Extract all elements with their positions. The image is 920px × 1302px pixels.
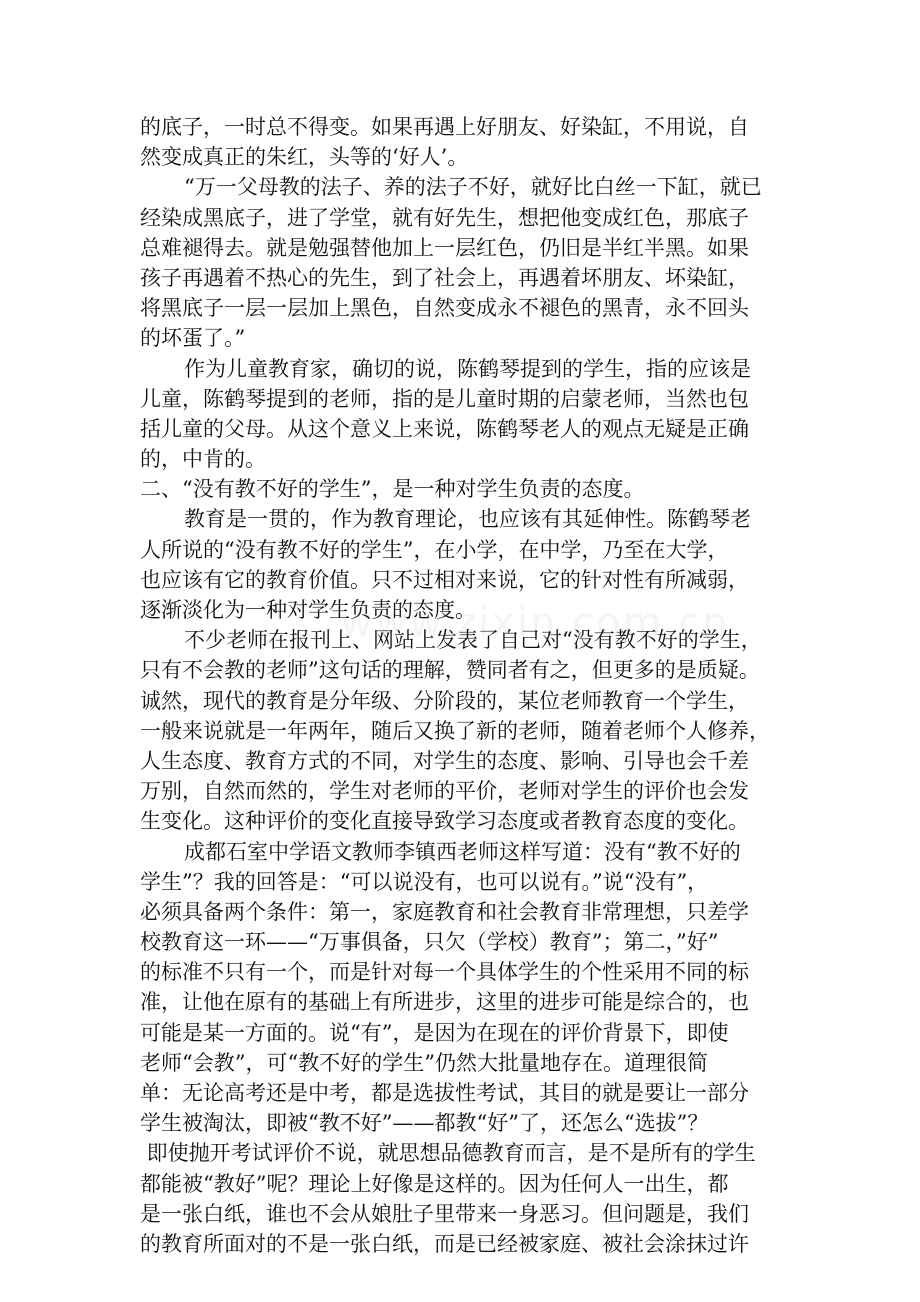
text-line: 一般来说就是一年两年，随后又换了新的老师，随着老师个人修养， [140,718,770,743]
text-line: 都能被“教好”呢？理论上好像是这样的。因为任何人一出生，都 [140,1171,729,1196]
text-line: 然变成真正的朱红，头等的‘好人’。 [140,145,469,170]
text-line: 儿童，陈鹤琴提到的老师，指的是儿童时期的启蒙老师，当然也包 [140,386,749,411]
text-line: 必须具备两个条件：第一，家庭教育和社会教育非常理想，只差学 [140,899,749,924]
text-line: 经染成黑底子，进了学堂，就有好先生，想把他变成红色，那底子 [140,205,749,230]
text-line: 的标准不只有一个，而是针对每一个具体学生的个性采用不同的标 [140,960,749,985]
text-line: 的坏蛋了。” [140,326,246,351]
text-line: 将黑底子一层一层加上黑色，自然变成永不褪色的黑青，永不回头 [140,296,749,321]
text-line: 作为儿童教育家，确切的说，陈鹤琴提到的学生，指的应该是 [184,356,751,381]
text-line: 二、“没有教不好的学生”，是一种对学生负责的态度。 [140,477,645,502]
text-line: 万别，自然而然的，学生对老师的平价，老师对学生的评价也会发 [140,779,749,804]
document-body [140,112,780,1259]
text-line: 是一张白纸，谁也不会从娘肚子里带来一身恶习。但问题是，我们 [140,1201,749,1226]
text-line: 生变化。这种评价的变化直接导致学习态度或者教育态度的变化。 [140,809,749,834]
text-line: 不少老师在报刊上、网站上发表了自己对“没有教不好的学生， [184,628,762,653]
text-line: 逐渐淡化为一种对学生负责的态度。 [140,598,476,622]
text-line: 单：无论高考还是中考，都是选拔性考试，其目的就是要让一部分 [140,1081,749,1105]
text-line: 学生”？我的回答是：“可以说没有，也可以说有。”说“没有”， [140,869,709,894]
text-line: 也应该有它的教育价值。只不过相对来说，它的针对性有所减弱， [140,567,749,592]
text-line: 的，中肯的。 [140,447,266,472]
text-line: 诚然，现代的教育是分年级、分阶段的，某位老师教育一个学生， [140,688,749,713]
text-line: 学生被淘汰，即被“教不好”——都教“好”了，还怎么“选拔”？ [140,1111,709,1136]
text-line: “万一父母教的法子、养的法子不好，就好比白丝一下缸，就已 [184,175,762,200]
text-line: 准，让他在原有的基础上有所进步，这里的进步可能是综合的，也 [140,990,749,1015]
text-line: 括儿童的父母。从这个意义上来说，陈鹤琴老人的观点无疑是正确 [140,416,749,441]
text-line: 即使抛开考试评价不说，就思想品德教育而言，是不是所有的学生 [140,1141,756,1166]
text-line: 人生态度、教育方式的不同，对学生的态度、影响、引导也会千差 [140,748,749,773]
text-line: 人所说的“没有教不好的学生”，在小学，在中学，乃至在大学， [140,537,729,562]
text-line: 总难褪得去。就是勉强替他加上一层红色，仍旧是半红半黑。如果 [140,235,749,260]
text-line: 只有不会教的老师”这句话的理解，赞同者有之，但更多的是质疑。 [140,658,760,683]
text-line: 可能是某一方面的。说“有”，是因为在现在的评价背景下，即使 [140,1020,729,1045]
text-line: 孩子再遇着不热心的先生，到了社会上，再遇着坏朋友、坏染缸， [140,265,749,290]
text-line: 的底子，一时总不得变。如果再遇上好朋友、好染缸，不用说，自 [140,115,749,139]
text-line: 成都石室中学语文教师李镇西老师这样写道：没有“教不好的 [184,839,741,864]
text-line: 老师“会教”，可“教不好的学生”仍然大批量地存在。道理很简 [140,1050,708,1075]
text-line: 的教育所面对的不是一张白纸，而是已经被家庭、被社会涂抹过许 [140,1231,749,1256]
text-line: 校教育这一环——“万事俱备，只欠（学校）教育”；第二，”好” [140,930,719,955]
text-line: 教育是一贯的，作为教育理论，也应该有其延伸性。陈鹤琴老 [184,507,751,532]
